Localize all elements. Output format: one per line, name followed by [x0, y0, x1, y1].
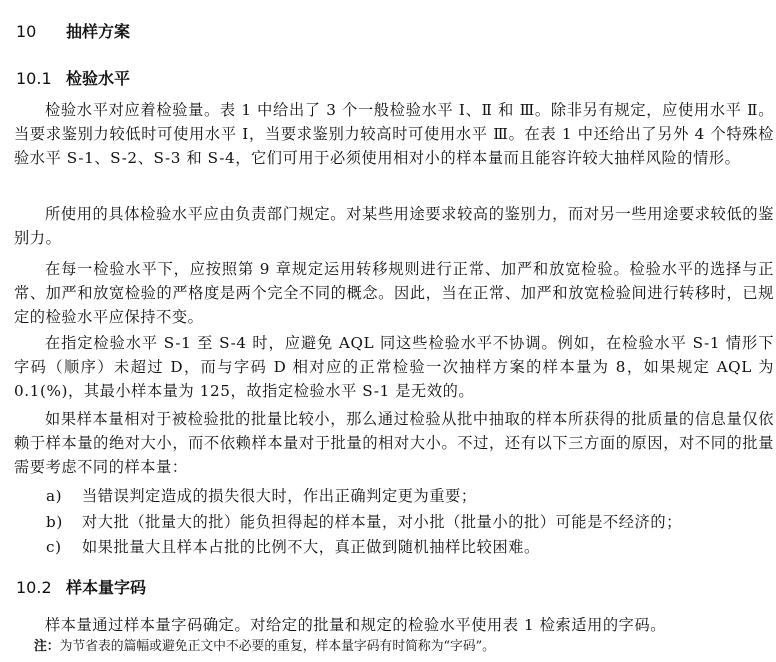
subsection-heading-10-1 — [16, 66, 130, 89]
subsection-title: 样本量字码 — [66, 578, 147, 597]
list-item-text: 当错误判定造成的损失很大时，作出正确判定更为重要； — [82, 487, 477, 505]
paragraph-sample-size-reasons: 如果样本量相对于被检验批的批量比较小，那么通过检验从批中抽取的样本所获得的批质量的信息量仅依赖于样本量的绝对大小，而不依赖样本量对于批量的相对大小。不过，还有以下三方面的原因，对不同的批量需要考虑不同的样本量： — [14, 410, 774, 476]
paragraph-sample-size-code: 样本量通过样本量字码确定。对给定的批量和规定的检验水平使用表 1 检索适用的字码。 — [45, 616, 667, 634]
note-text: 为节省表的篇幅或避免正文中不必要的重复，样本量字码有时简称为“字码”。 — [59, 639, 495, 654]
list-item-label: a) — [46, 487, 63, 505]
list-item — [46, 511, 682, 535]
list-item-label: c) — [46, 538, 62, 556]
list-item-text: 对大批（批量大的批）能负担得起的样本量，对小批（批量小的批）可能是不经济的； — [82, 513, 682, 531]
paragraph-inspection-levels: 检验水平对应着检验量。表 1 中给出了 3 个一般检验水平 Ⅰ、Ⅱ 和 Ⅲ。除非另有规定，应使用水平 Ⅱ。当要求鉴别力较低时可使用水平 Ⅰ，当要求鉴别力较高时可使用水平 Ⅲ。在表 1 中还给出了另外 4 个特殊检验水平 S-1、S-2、S-3 和 S-4，它们可用于必须使用相对小的样本量而且能容许较大抽样风险的情形。 — [14, 101, 774, 167]
list-item-label: b) — [46, 513, 63, 531]
paragraph-switching-rules: 在每一检验水平下，应按照第 9 章规定运用转移规则进行正常、加严和放宽检验。检验水平的选择与正常、加严和放宽检验的严格度是两个完全不同的概念。因此，当在正常、加严和放宽检验间进行转移时，已规定的检验水平应保持不变。 — [14, 260, 774, 326]
paragraph-level-specification: 所使用的具体检验水平应由负责部门规定。对某些用途要求较高的鉴别力，而对另一些用途要求较低的鉴别力。 — [14, 205, 774, 247]
list-item — [46, 485, 477, 509]
note-label: 注： — [34, 639, 60, 654]
subsection-number: 10.2 — [16, 578, 52, 597]
section-title: 抽样方案 — [66, 22, 131, 41]
note — [34, 638, 495, 656]
paragraph-special-levels: 在指定检验水平 S-1 至 S-4 时，应避免 AQL 同这些检验水平不协调。例如，在检验水平 S-1 情形下字码（顺序）未超过 D，而与字码 D 相对应的正常检验一次抽样方案的样本量为 8，如果规定 AQL 为 0.1(%)，其最小样本量为 125，故指定检验水平 S-1 是无效的。 — [14, 334, 774, 400]
list-item — [46, 536, 540, 560]
section-heading — [16, 19, 130, 42]
subsection-title: 检验水平 — [66, 69, 131, 88]
section-number: 10 — [16, 22, 37, 41]
subsection-number: 10.1 — [16, 69, 52, 88]
list-item-text: 如果批量大且样本占批的比例不大，真正做到随机抽样比较困难。 — [82, 538, 540, 556]
subsection-heading-10-2 — [16, 575, 146, 598]
